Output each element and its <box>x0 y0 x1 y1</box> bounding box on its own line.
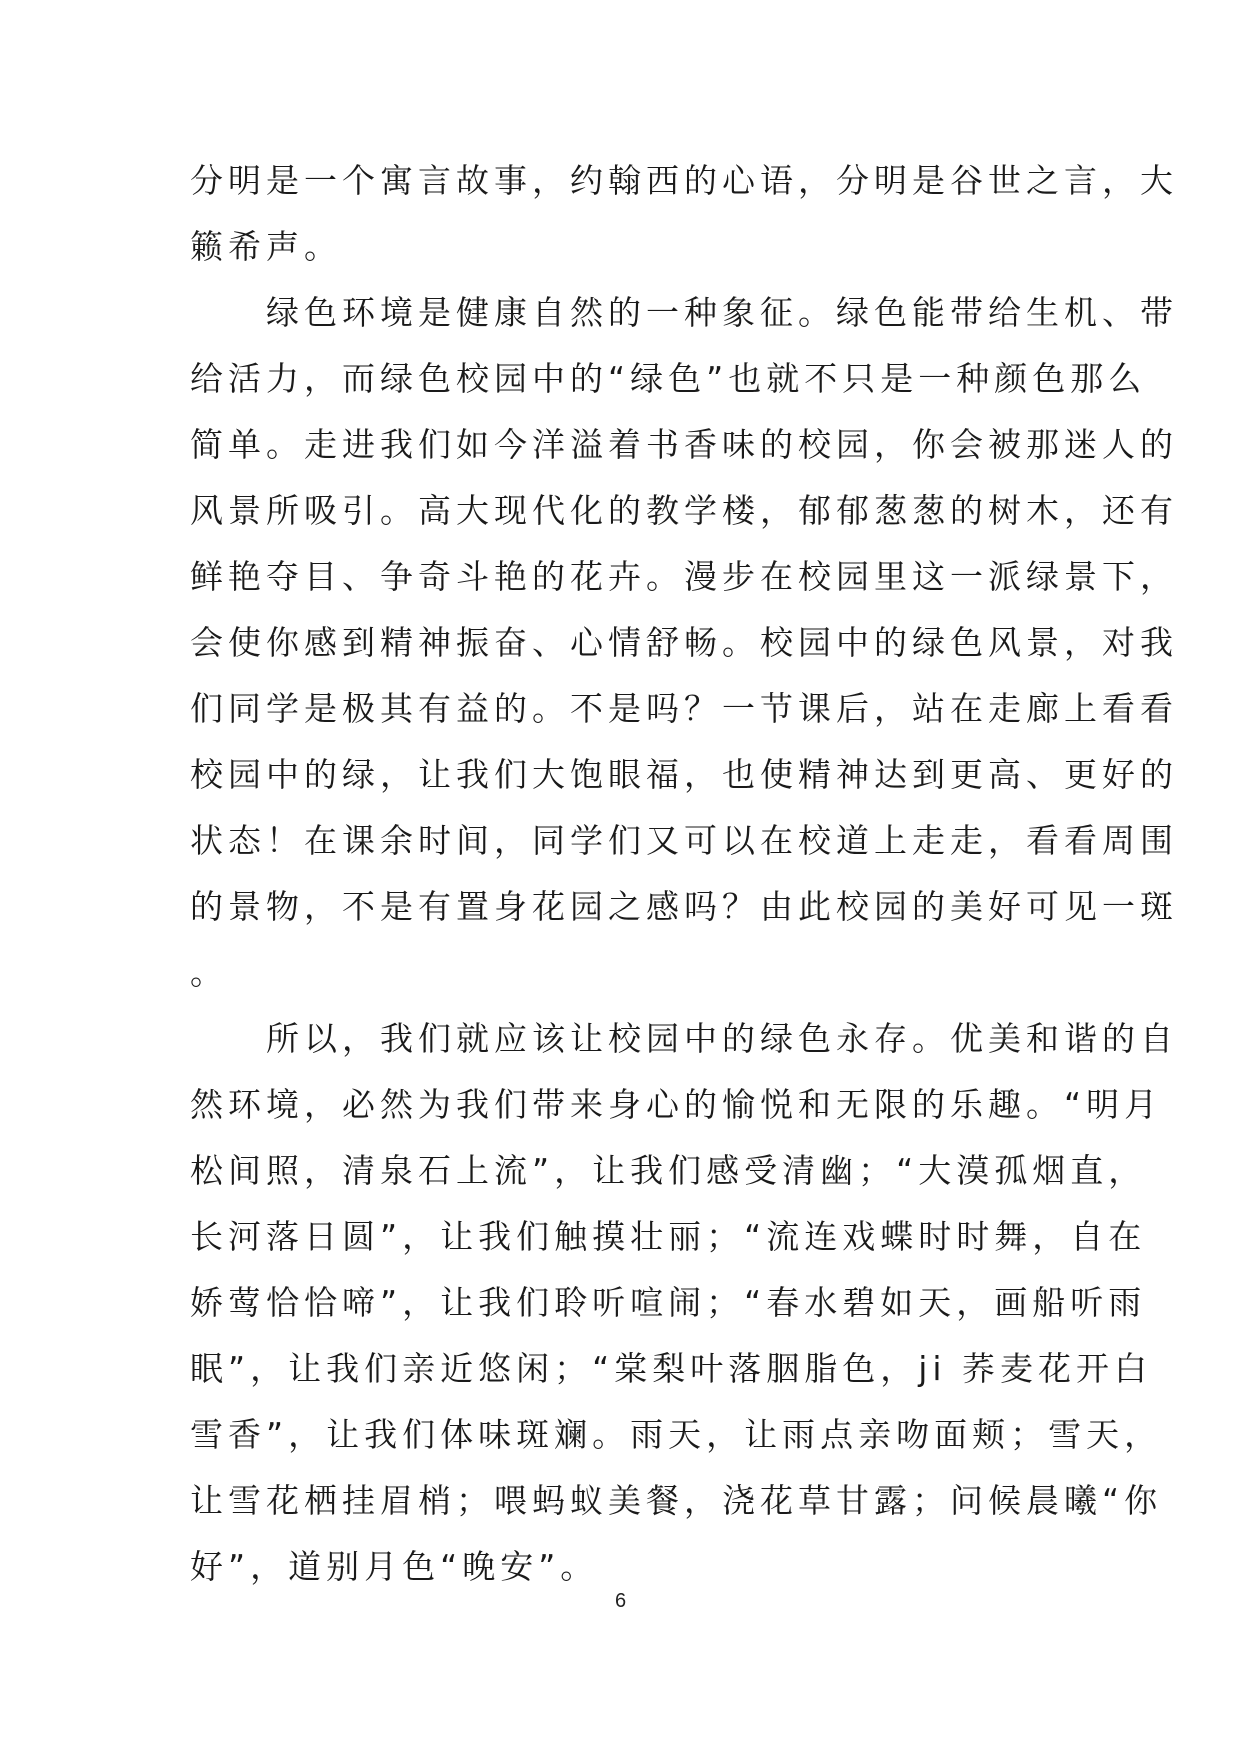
text-line: 雪香”，让我们体味斑斓。雨天，让雨点亲吻面颊；雪天， <box>190 1415 1163 1454</box>
text-line: 分明是一个寓言故事，约翰西的心语，分明是谷世之言，大 <box>190 161 1178 200</box>
text-line: 。 <box>190 953 228 992</box>
body-text <box>190 148 1178 1600</box>
text-line: 松间照，清泉石上流”，让我们感受清幽；“大漠孤烟直， <box>190 1151 1147 1190</box>
text-line: 所以，我们就应该让校园中的绿色永存。优美和谐的自 <box>190 1019 1178 1058</box>
text-line: 好”，道别月色“晚安”。 <box>190 1547 599 1586</box>
text-line: 籁希声。 <box>190 227 342 266</box>
text-line: 鲜艳夺目、争奇斗艳的花卉。漫步在校园里这一派绿景下， <box>190 557 1178 596</box>
text-line: 娇莺恰恰啼”，让我们聆听喧闹；“春水碧如天，画船听雨 <box>190 1283 1147 1322</box>
text-line: 的景物，不是有置身花园之感吗？由此校园的美好可见一斑 <box>190 887 1178 926</box>
text-line: 简单。走进我们如今洋溢着书香味的校园，你会被那迷人的 <box>190 425 1178 464</box>
text-line: 风景所吸引。高大现代化的教学楼，郁郁葱葱的树木，还有 <box>190 491 1178 530</box>
text-line: 然环境，必然为我们带来身心的愉悦和无限的乐趣。“明月 <box>190 1085 1163 1124</box>
text-line: 眠”，让我们亲近悠闲；“棠梨叶落胭脂色，ji 荞麦花开白 <box>190 1349 1153 1388</box>
text-line: 让雪花栖挂眉梢；喂蚂蚁美餐，浇花草甘露；问候晨曦“你 <box>190 1481 1163 1520</box>
text-line: 们同学是极其有益的。不是吗？一节课后，站在走廊上看看 <box>190 689 1178 728</box>
text-line: 状态！在课余时间，同学们又可以在校道上走走，看看周围 <box>190 821 1178 860</box>
text-line: 校园中的绿，让我们大饱眼福，也使精神达到更高、更好的 <box>190 755 1178 794</box>
text-line: 绿色环境是健康自然的一种象征。绿色能带给生机、带 <box>190 293 1178 332</box>
text-line: 长河落日圆”，让我们触摸壮丽；“流连戏蝶时时舞，自在 <box>190 1217 1147 1256</box>
text-line: 给活力，而绿色校园中的“绿色”也就不只是一种颜色那么 <box>190 359 1147 398</box>
page-number: 6 <box>614 1590 627 1612</box>
text-line: 会使你感到精神振奋、心情舒畅。校园中的绿色风景，对我 <box>190 623 1178 662</box>
